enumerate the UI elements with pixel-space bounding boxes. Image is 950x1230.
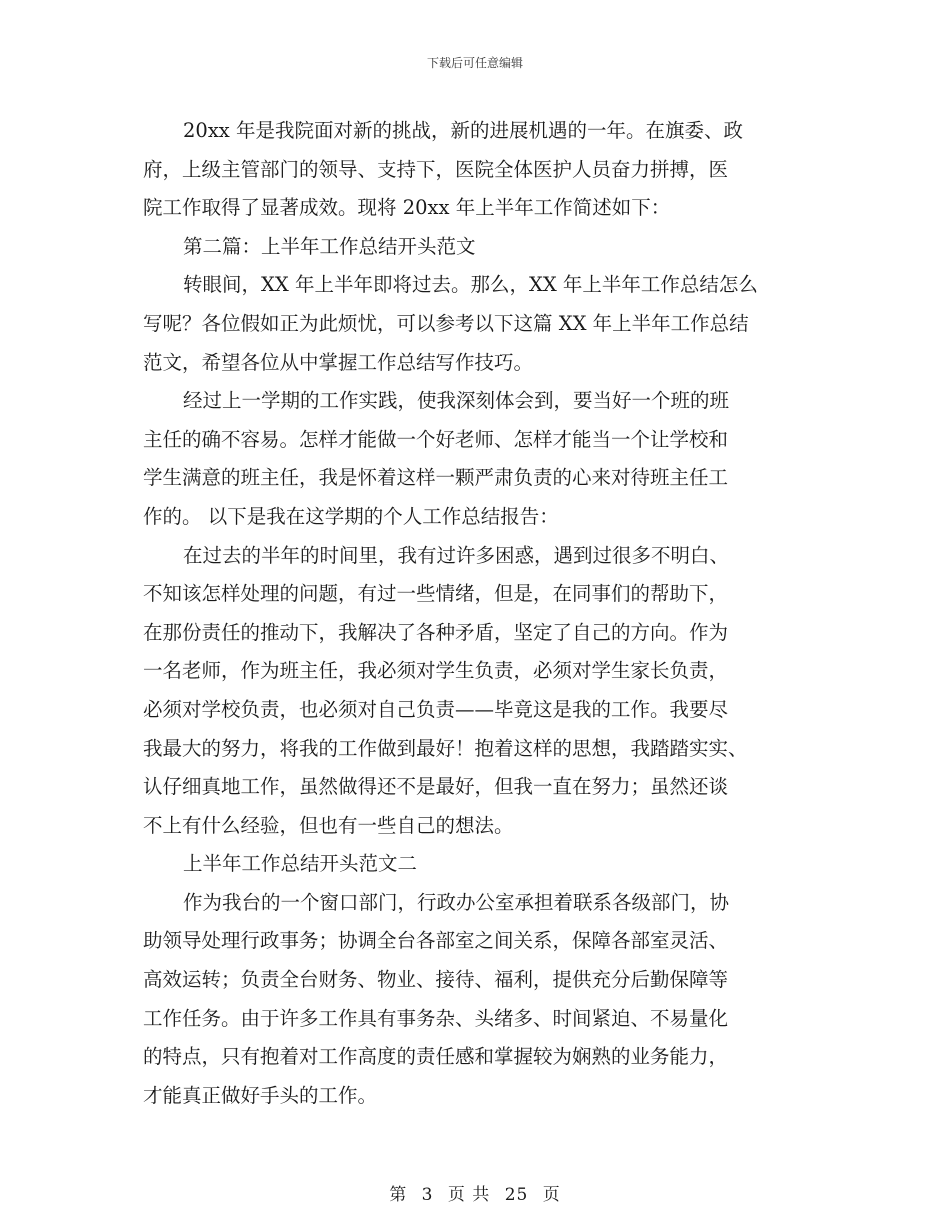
header-note: 下载后可任意编辑 bbox=[426, 56, 523, 70]
text-line: 一名老师，作为班主任，我必须对学生负责，必须对学生家长负责， bbox=[143, 659, 729, 683]
text-line: 主任的确不容易。怎样才能做一个好老师、怎样才能当一个让学校和 bbox=[143, 427, 729, 451]
text-line: 院工作取得了显著成效。现将 20xx 年上半年工作简述如下： bbox=[143, 196, 671, 220]
text-line: 写呢？各位假如正为此烦忧，可以参考以下这篇 XX 年上半年工作总结 bbox=[143, 311, 749, 335]
text-line: 必须对学校负责，也必须对自己负责——毕竟这是我的工作。我要尽 bbox=[143, 697, 729, 721]
text-line: 府，上级主管部门的领导、支持下，医院全体医护人员奋力拼搏，医 bbox=[143, 157, 729, 181]
footer-total-pages: 25 bbox=[504, 1185, 529, 1205]
text-line: 作的。 以下是我在这学期的个人工作总结报告： bbox=[143, 504, 559, 528]
text-line: 认仔细真地工作，虽然做得还不是最好，但我一直在努力；虽然还谈 bbox=[143, 775, 729, 799]
footer-middle: 页 共 bbox=[447, 1185, 491, 1205]
text-line: 第二篇：上半年工作总结开头范文 bbox=[183, 234, 476, 258]
text-line: 经过上一学期的工作实践，使我深刻体会到，要当好一个班的班 bbox=[183, 389, 730, 413]
text-line: 不上有什么经验，但也有一些自己的想法。 bbox=[143, 813, 514, 837]
text-line: 在过去的半年的时间里，我有过许多困惑，遇到过很多不明白、 bbox=[183, 543, 730, 567]
text-line: 不知该怎样处理的问题，有过一些情绪，但是，在同事们的帮助下， bbox=[143, 582, 729, 606]
text-line: 上半年工作总结开头范文二 bbox=[183, 852, 418, 876]
text-line: 转眼间，XX 年上半年即将过去。那么，XX 年上半年工作总结怎么 bbox=[183, 273, 758, 297]
text-line: 20xx 年是我院面对新的挑战，新的进展机遇的一年。在旗委、政 bbox=[183, 119, 744, 142]
text-line: 高效运转；负责全台财务、物业、接待、福利，提供充分后勤保障等 bbox=[143, 968, 729, 992]
text-line: 的特点，只有抱着对工作高度的责任感和掌握较为娴熟的业务能力， bbox=[143, 1045, 729, 1069]
footer-suffix: 页 bbox=[542, 1185, 561, 1205]
text-line: 学生满意的班主任，我是怀着这样一颗严肃负责的心来对待班主任工 bbox=[143, 466, 729, 490]
footer-prefix: 第 bbox=[389, 1185, 408, 1205]
text-line: 我最大的努力，将我的工作做到最好！抱着这样的思想，我踏踏实实、 bbox=[143, 736, 748, 760]
text-line: 在那份责任的推动下，我解决了各种矛盾，坚定了自己的方向。作为 bbox=[143, 620, 729, 644]
footer-current-page: 3 bbox=[421, 1185, 434, 1205]
text-line: 范文，希望各位从中掌握工作总结写作技巧。 bbox=[143, 350, 534, 374]
document-body bbox=[143, 112, 813, 1115]
text-line: 工作任务。由于许多工作具有事务杂、头绪多、时间紧迫、不易量化 bbox=[143, 1006, 729, 1030]
text-line: 才能真正做好手头的工作。 bbox=[143, 1083, 378, 1107]
text-line: 助领导处理行政事务；协调全台各部室之间关系，保障各部室灵活、 bbox=[143, 929, 729, 953]
text-line: 作为我台的一个窗口部门，行政办公室承担着联系各级部门，协 bbox=[183, 890, 730, 914]
page-footer bbox=[0, 1180, 950, 1205]
